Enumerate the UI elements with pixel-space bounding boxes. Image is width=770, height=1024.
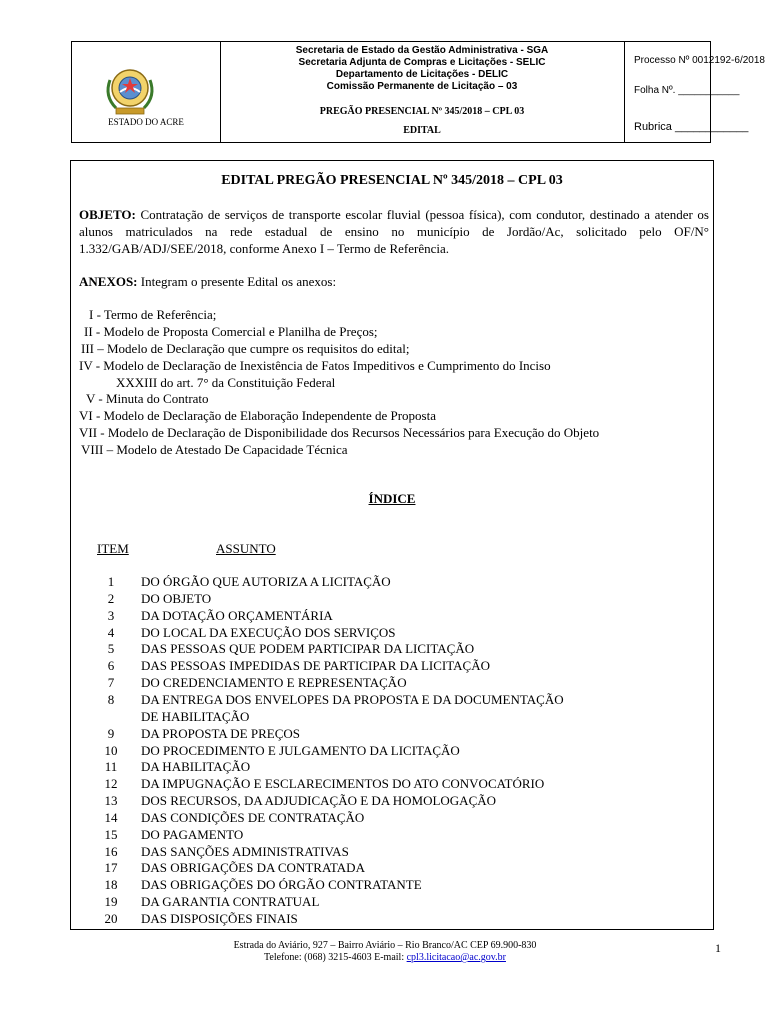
footer-contact: [0, 952, 770, 963]
header-edital: EDITAL: [403, 125, 441, 136]
index-item-subject: DO PAGAMENTO: [141, 827, 244, 842]
index-item-subject: DA PROPOSTA DE PREÇOS: [141, 726, 300, 741]
objeto-paragraph: [79, 206, 709, 257]
index-item-number: 8: [107, 692, 115, 707]
page-number: 1: [715, 941, 721, 955]
anexo-item: VIII – Modelo de Atestado De Capacidade Técnica: [81, 442, 348, 457]
index-item-subject: DO PROCEDIMENTO E JULGAMENTO DA LICITAÇÃO: [141, 743, 460, 758]
index-item-subject: DA GARANTIA CONTRATUAL: [141, 894, 320, 909]
anexos-paragraph: [79, 273, 709, 290]
index-item-subject: DAS PESSOAS IMPEDIDAS DE PARTICIPAR DA LICITAÇÃO: [141, 658, 491, 673]
anexos-label: ANEXOS:: [79, 274, 138, 289]
anexo-item: VII - Modelo de Declaração de Disponibilidade dos Recursos Necessários para Execução do Objeto: [79, 425, 600, 440]
index-item-subject: DAS OBRIGAÇÕES DA CONTRATADA: [141, 860, 365, 875]
index-item-subject: DO CREDENCIAMENTO E REPRESENTAÇÃO: [141, 675, 407, 690]
anexo-item: III – Modelo de Declaração que cumpre os requisitos do edital;: [81, 341, 410, 356]
index-item-number: 17: [104, 860, 118, 875]
index-item-number: 4: [107, 625, 115, 640]
edital-title: EDITAL PREGÃO PRESENCIAL Nº 345/2018 – CPL 03: [221, 173, 563, 188]
header-pregao: PREGÃO PRESENCIAL Nº 345/2018 – CPL 03: [319, 106, 525, 117]
index-item-subject: DOS RECURSOS, DA ADJUDICAÇÃO E DA HOMOLOGAÇÃO: [141, 793, 497, 808]
anexo-item: II - Modelo de Proposta Comercial e Planilha de Preços;: [84, 324, 378, 339]
folha-field: Folha Nº. ___________: [634, 85, 740, 96]
index-item-number: 18: [104, 877, 118, 892]
index-item-number: 3: [107, 608, 115, 623]
objeto-text: Contratação de serviços de transporte escolar fluvial (pessoa física), com condutor, destinado a atender os alunos matriculados na rede estadual de ensino no município de Jordão/Ac, solicitado pelo OF/N° 1.332/GAB/ADJ/SEE/2018, conforme Anexo I – Termo de Referência.: [79, 207, 709, 256]
header-line-selic: Secretaria Adjunta de Compras e Licitações - SELIC: [298, 57, 546, 68]
anexo-item: VI - Modelo de Declaração de Elaboração Independente de Proposta: [79, 408, 436, 423]
footer-address: Estrada do Aviário, 927 – Bairro Aviário – Rio Branco/AC CEP 69.900-830: [233, 940, 537, 951]
header-line-delic: Departamento de Licitações - DELIC: [335, 69, 509, 80]
footer-email-link[interactable]: cpl3.licitacao@ac.gov.br: [406, 952, 506, 963]
footer-phone: Telefone: (068) 3215-4603 E-mail:: [264, 952, 407, 963]
processo-number: Processo Nº 0012192-6/2018: [634, 55, 765, 66]
state-seal-icon: [102, 62, 158, 120]
document-header: [71, 41, 765, 143]
edital-body: [70, 160, 714, 930]
index-item-subject: DAS PESSOAS QUE PODEM PARTICIPAR DA LICITAÇÃO: [141, 641, 475, 656]
index-item-number: 6: [107, 658, 115, 673]
index-item-number: 9: [107, 726, 115, 741]
header-line-sga: Secretaria de Estado da Gestão Administrativa - SGA: [295, 45, 549, 56]
column-header-item: ITEM: [97, 541, 129, 556]
index-item-number: 2: [107, 591, 115, 606]
index-item-number: 13: [104, 793, 118, 808]
index-item-number: 15: [104, 827, 118, 842]
index-item-subject: DA ENTREGA DOS ENVELOPES DA PROPOSTA E DA DOCUMENTAÇÃO: [141, 692, 564, 707]
index-item-number: 5: [107, 641, 115, 656]
anexos-text: Integram o presente Edital os anexos:: [137, 274, 337, 289]
index-item-subject: DO ÓRGÃO QUE AUTORIZA A LICITAÇÃO: [141, 574, 391, 589]
anexo-item: I - Termo de Referência;: [89, 307, 217, 322]
anexo-item: XXXIII do art. 7° da Constituição Federal: [116, 375, 336, 390]
index-item-subject: DAS OBRIGAÇÕES DO ÓRGÃO CONTRATANTE: [141, 877, 422, 892]
index-item-number: 20: [104, 911, 118, 926]
index-item-subject: DO LOCAL DA EXECUÇÃO DOS SERVIÇOS: [141, 625, 396, 640]
index-item-number: 14: [104, 810, 118, 825]
index-item-number: 10: [104, 743, 118, 758]
index-item-subject: DAS DISPOSIÇÕES FINAIS: [141, 911, 298, 926]
anexo-item: IV - Modelo de Declaração de Inexistência de Fatos Impeditivos e Cumprimento do Inciso: [79, 358, 551, 373]
rubrica-field: Rubrica ____________: [634, 121, 749, 133]
state-name: ESTADO DO ACRE: [108, 117, 184, 127]
index-item-number: 1: [107, 574, 115, 589]
index-item-subject: DO OBJETO: [141, 591, 212, 606]
column-header-assunto: ASSUNTO: [216, 541, 276, 556]
index-item-number: 16: [104, 844, 118, 859]
index-item-number: 12: [104, 776, 118, 791]
index-item-subject: DA IMPUGNAÇÃO E ESCLARECIMENTOS DO ATO CONVOCATÓRIO: [141, 776, 545, 791]
index-item-subject: DA HABILITAÇÃO: [141, 759, 251, 774]
header-line-cpl: Comissão Permanente de Licitação – 03: [326, 81, 518, 92]
index-item-number: 7: [107, 675, 115, 690]
index-item-number: 19: [104, 894, 118, 909]
anexo-item: V - Minuta do Contrato: [86, 391, 209, 406]
header-right-cell: [624, 42, 765, 142]
header-logo-cell: [72, 42, 221, 142]
header-center-cell: [220, 42, 625, 142]
index-item-subject: DA DOTAÇÃO ORÇAMENTÁRIA: [141, 608, 333, 623]
objeto-label: OBJETO:: [79, 207, 136, 222]
index-item-subject: DE HABILITAÇÃO: [141, 709, 250, 724]
index-item-subject: DAS CONDIÇÕES DE CONTRATAÇÃO: [141, 810, 365, 825]
index-item-subject: DAS SANÇÕES ADMINISTRATIVAS: [141, 844, 349, 859]
indice-heading: ÍNDICE: [368, 491, 416, 506]
index-item-number: 11: [104, 759, 118, 774]
